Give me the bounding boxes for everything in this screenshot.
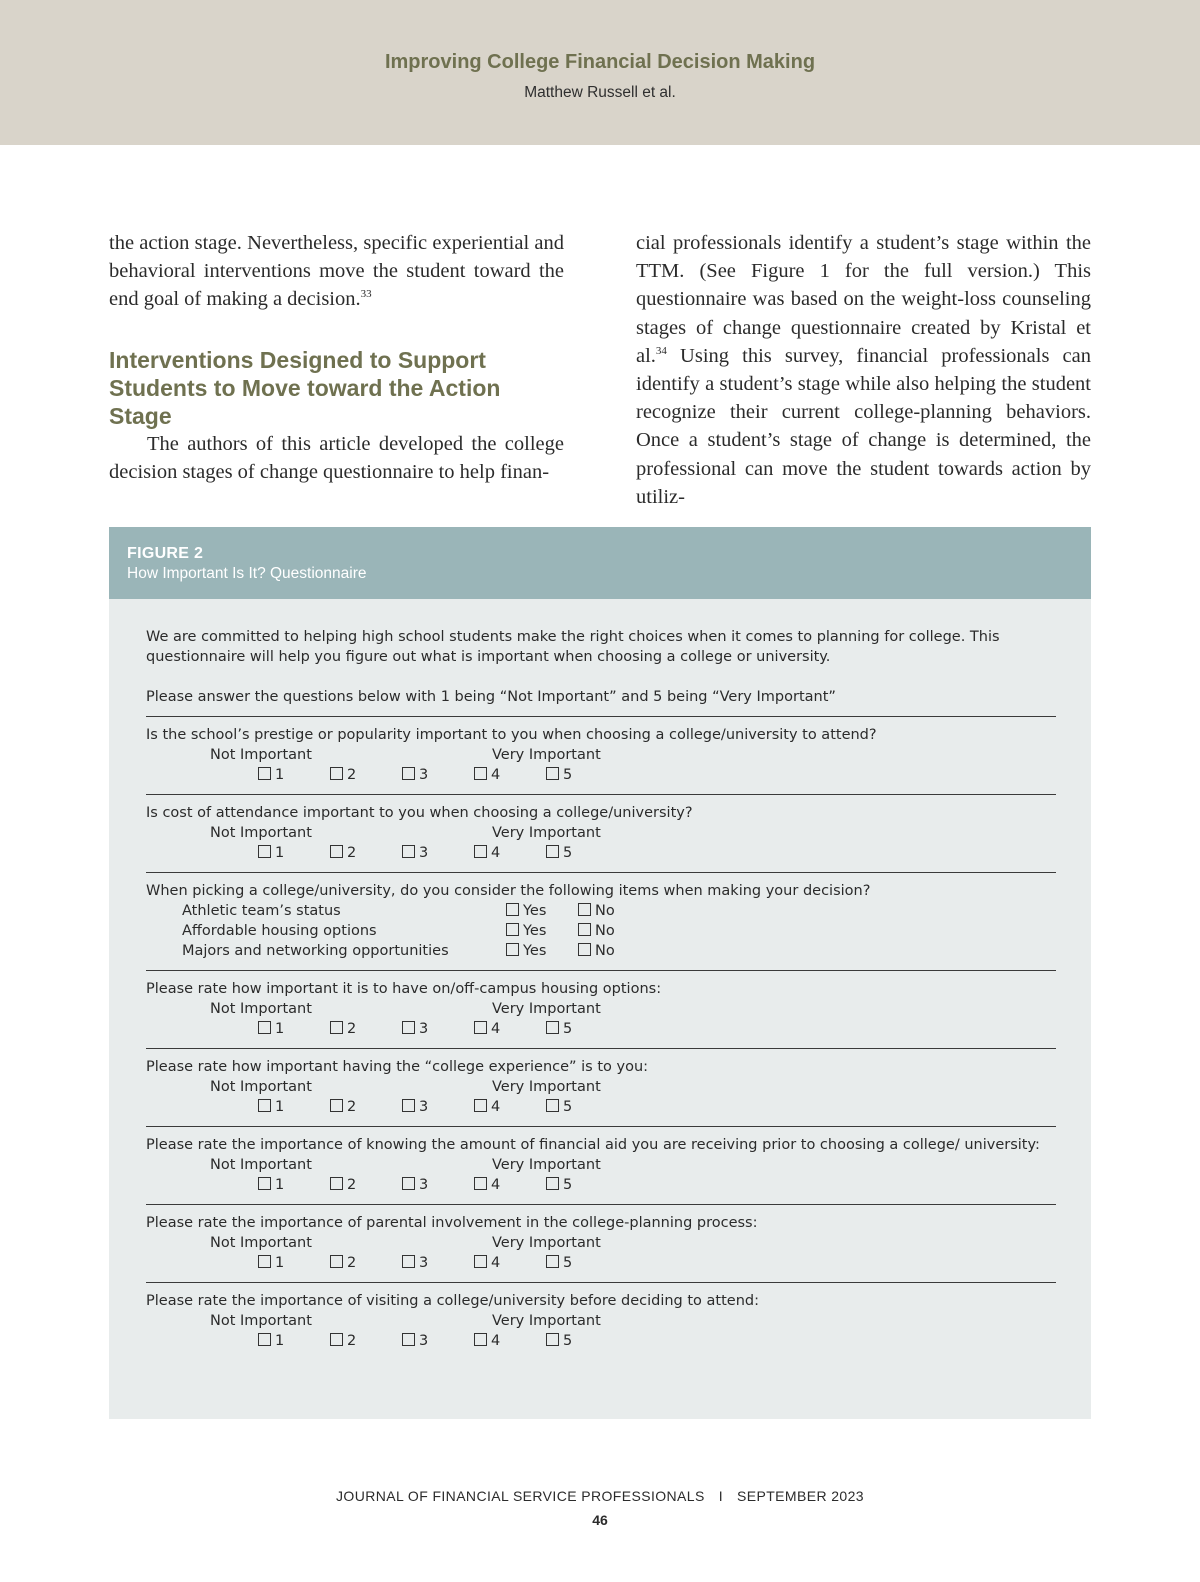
question-text: Please rate how important it is to have on/off-campus housing options: <box>146 981 662 997</box>
option-label: 5 <box>563 1333 573 1349</box>
very-important-label: Very Important <box>492 1235 601 1251</box>
not-important-label: Not Important <box>210 1079 312 1095</box>
checkbox-icon[interactable] <box>258 1177 271 1190</box>
checkbox-icon[interactable] <box>330 1333 343 1346</box>
no-label: No <box>595 903 615 919</box>
rating-option-2[interactable] <box>330 1331 356 1351</box>
rating-option-1[interactable] <box>258 765 284 785</box>
question-text: Please rate the importance of visiting a college/university before deciding to attend: <box>146 1293 759 1309</box>
checkbox-icon[interactable] <box>474 1333 487 1346</box>
option-label: 4 <box>491 845 501 861</box>
option-label: 3 <box>419 1333 429 1349</box>
rating-option-4[interactable] <box>474 1097 500 1117</box>
rating-options <box>146 765 1056 785</box>
checkbox-icon[interactable] <box>258 1333 271 1346</box>
option-label: 2 <box>347 845 357 861</box>
checkbox-icon[interactable] <box>330 767 343 780</box>
checkbox-icon[interactable] <box>330 1099 343 1112</box>
yes-no-row <box>146 941 1056 961</box>
question-text: When picking a college/university, do you consider the following items when making your decision? <box>146 883 871 899</box>
questionnaire-instructions: Please answer the questions below with 1 being “Not Important” and 5 being “Very Important” <box>146 689 836 705</box>
rating-option-2[interactable] <box>330 843 356 863</box>
yes-label: Yes <box>523 903 547 919</box>
no-option[interactable] <box>578 921 615 941</box>
rating-option-1[interactable] <box>258 1175 284 1195</box>
option-label: 1 <box>275 1099 285 1115</box>
checkbox-icon[interactable] <box>258 1255 271 1268</box>
journal-name: JOURNAL OF FINANCIAL SERVICE PROFESSIONALS <box>336 1488 705 1504</box>
rating-option-1[interactable] <box>258 1019 284 1039</box>
figure-caption: How Important Is It? Questionnaire <box>127 565 367 582</box>
option-label: 4 <box>491 1177 501 1193</box>
rating-option-3[interactable] <box>402 1097 428 1117</box>
rating-option-4[interactable] <box>474 1253 500 1273</box>
option-label: 1 <box>275 845 285 861</box>
checkbox-icon[interactable] <box>402 1177 415 1190</box>
figure-label: FIGURE 2 <box>127 545 204 562</box>
rating-option-3[interactable] <box>402 765 428 785</box>
footnote-ref: 34 <box>655 344 667 357</box>
body-paragraph: The authors of this article developed the college decision stages of change questionnaire to help finan- <box>109 433 564 484</box>
not-important-label: Not Important <box>210 1157 312 1173</box>
no-label: No <box>595 943 615 959</box>
question-text: Please rate the importance of knowing the amount of financial aid you are receiving prior to choosing a college/ university: <box>146 1137 1040 1153</box>
question-divider <box>146 1282 1056 1283</box>
yes-no-items <box>146 901 1056 961</box>
question-text: Is cost of attendance important to you when choosing a college/university? <box>146 805 693 821</box>
option-label: 3 <box>419 1255 429 1271</box>
checkbox-icon[interactable] <box>506 923 519 936</box>
checkbox-icon[interactable] <box>546 1177 559 1190</box>
rating-option-1[interactable] <box>258 843 284 863</box>
not-important-label: Not Important <box>210 1313 312 1329</box>
question-text: Please rate the importance of parental involvement in the college-planning process: <box>146 1215 758 1231</box>
checkbox-icon[interactable] <box>474 767 487 780</box>
yes-label: Yes <box>523 923 547 939</box>
rating-option-1[interactable] <box>258 1253 284 1273</box>
option-label: 4 <box>491 1255 501 1271</box>
rating-option-2[interactable] <box>330 1097 356 1117</box>
option-label: 1 <box>275 1177 285 1193</box>
question-6 <box>146 1135 1056 1195</box>
option-label: 5 <box>563 1177 573 1193</box>
question-divider <box>146 716 1056 717</box>
question-3 <box>146 881 1056 961</box>
item-label: Athletic team’s status <box>182 903 341 919</box>
rating-options <box>146 1331 1056 1351</box>
page-footer <box>0 1488 1200 1504</box>
questionnaire-intro: We are committed to helping high school students make the right choices when it comes to planning for college. This questionnaire will help you figure out what is important when choosing a college or university. <box>146 629 1000 665</box>
option-label: 5 <box>563 1021 573 1037</box>
yes-option[interactable] <box>506 901 546 921</box>
checkbox-icon[interactable] <box>546 767 559 780</box>
option-label: 2 <box>347 1099 357 1115</box>
scale-labels <box>146 1077 1056 1097</box>
article-title: Improving College Financial Decision Making <box>384 51 816 73</box>
checkbox-icon[interactable] <box>546 1021 559 1034</box>
rating-option-2[interactable] <box>330 1175 356 1195</box>
checkbox-icon[interactable] <box>402 1099 415 1112</box>
checkbox-icon[interactable] <box>330 845 343 858</box>
rating-options <box>146 843 1056 863</box>
scale-labels <box>146 1311 1056 1331</box>
option-label: 5 <box>563 767 573 783</box>
option-label: 5 <box>563 845 573 861</box>
very-important-label: Very Important <box>492 1001 601 1017</box>
rating-option-3[interactable] <box>402 1175 428 1195</box>
rating-option-3[interactable] <box>402 1253 428 1273</box>
rating-options <box>146 1175 1056 1195</box>
page-number: 46 <box>592 1512 608 1528</box>
checkbox-icon[interactable] <box>474 1021 487 1034</box>
question-text: Please rate how important having the “college experience” is to you: <box>146 1059 649 1075</box>
rating-option-2[interactable] <box>330 1019 356 1039</box>
option-label: 2 <box>347 1333 357 1349</box>
question-divider <box>146 1204 1056 1205</box>
checkbox-icon[interactable] <box>258 1021 271 1034</box>
left-text-column <box>109 229 564 487</box>
footer-separator: I <box>718 1488 723 1504</box>
checkbox-icon[interactable] <box>506 943 519 956</box>
very-important-label: Very Important <box>492 1157 601 1173</box>
rating-option-1[interactable] <box>258 1331 284 1351</box>
question-7 <box>146 1213 1056 1273</box>
checkbox-icon[interactable] <box>258 767 271 780</box>
question-divider <box>146 1126 1056 1127</box>
checkbox-icon[interactable] <box>546 845 559 858</box>
not-important-label: Not Important <box>210 747 312 763</box>
issue-date: SEPTEMBER 2023 <box>737 1488 864 1504</box>
rating-option-4[interactable] <box>474 765 500 785</box>
rating-option-4[interactable] <box>474 1175 500 1195</box>
option-label: 1 <box>275 1255 285 1271</box>
no-label: No <box>595 923 615 939</box>
not-important-label: Not Important <box>210 1235 312 1251</box>
checkbox-icon[interactable] <box>506 903 519 916</box>
checkbox-icon[interactable] <box>330 1255 343 1268</box>
option-label: 4 <box>491 1099 501 1115</box>
yes-no-row <box>146 901 1056 921</box>
rating-option-3[interactable] <box>402 1331 428 1351</box>
option-label: 3 <box>419 1099 429 1115</box>
rating-options <box>146 1097 1056 1117</box>
body-paragraph: the action stage. Nevertheless, specific experiential and behavioral interventions move the student toward the end goal of making a decision.$^{33}$ <box>109 232 564 311</box>
checkbox-icon[interactable] <box>474 845 487 858</box>
rating-option-5[interactable] <box>546 1019 572 1039</box>
figure-header <box>109 527 1091 599</box>
question-text: Is the school’s prestige or popularity important to you when choosing a college/university to attend? <box>146 727 877 743</box>
yes-option[interactable] <box>506 921 546 941</box>
questionnaire <box>146 627 1056 1351</box>
question-divider <box>146 872 1056 873</box>
checkbox-icon[interactable] <box>258 1099 271 1112</box>
checkbox-icon[interactable] <box>402 1021 415 1034</box>
rating-option-5[interactable] <box>546 1253 572 1273</box>
not-important-label: Not Important <box>210 1001 312 1017</box>
rating-options <box>146 1253 1056 1273</box>
rating-option-4[interactable] <box>474 1331 500 1351</box>
option-label: 5 <box>563 1255 573 1271</box>
section-heading: Interventions Designed to Support Students to Move toward the Action Stage <box>109 346 501 430</box>
rating-option-5[interactable] <box>546 1331 572 1351</box>
option-label: 4 <box>491 1021 501 1037</box>
question-1 <box>146 725 1056 785</box>
question-2 <box>146 803 1056 863</box>
checkbox-icon[interactable] <box>474 1255 487 1268</box>
checkbox-icon[interactable] <box>258 845 271 858</box>
very-important-label: Very Important <box>492 1079 601 1095</box>
very-important-label: Very Important <box>492 825 601 841</box>
scale-labels <box>146 999 1056 1019</box>
checkbox-icon[interactable] <box>578 943 591 956</box>
checkbox-icon[interactable] <box>546 1255 559 1268</box>
option-label: 5 <box>563 1099 573 1115</box>
checkbox-icon[interactable] <box>330 1177 343 1190</box>
checkbox-icon[interactable] <box>578 903 591 916</box>
not-important-label: Not Important <box>210 825 312 841</box>
scale-labels <box>146 1155 1056 1175</box>
option-label: 3 <box>419 1177 429 1193</box>
yes-label: Yes <box>523 943 547 959</box>
scale-labels <box>146 823 1056 843</box>
rating-options <box>146 1019 1056 1039</box>
rating-option-5[interactable] <box>546 1097 572 1117</box>
question-8 <box>146 1291 1056 1351</box>
rating-option-3[interactable] <box>402 1019 428 1039</box>
rating-option-5[interactable] <box>546 1175 572 1195</box>
no-option[interactable] <box>578 941 615 961</box>
question-divider <box>146 1048 1056 1049</box>
rating-option-4[interactable] <box>474 1019 500 1039</box>
very-important-label: Very Important <box>492 747 601 763</box>
checkbox-icon[interactable] <box>330 1021 343 1034</box>
figure-2 <box>109 527 1091 1419</box>
checkbox-icon[interactable] <box>578 923 591 936</box>
checkbox-icon[interactable] <box>474 1177 487 1190</box>
right-text-column <box>636 229 1091 511</box>
article-authors: Matthew Russell et al. <box>524 84 676 101</box>
rating-option-4[interactable] <box>474 843 500 863</box>
option-label: 4 <box>491 767 501 783</box>
option-label: 2 <box>347 767 357 783</box>
yes-no-row <box>146 921 1056 941</box>
rating-option-5[interactable] <box>546 765 572 785</box>
checkbox-icon[interactable] <box>546 1333 559 1346</box>
very-important-label: Very Important <box>492 1313 601 1329</box>
yes-option[interactable] <box>506 941 546 961</box>
option-label: 2 <box>347 1177 357 1193</box>
rating-option-3[interactable] <box>402 843 428 863</box>
rating-option-5[interactable] <box>546 843 572 863</box>
body-paragraph: cial professionals identify a student’s stage within the TTM. (See Figure 1 for the full version.) This questionnaire was based on the weight-loss counseling stages of change questionnaire created by Kristal et al.$^{34}$ Using this survey, financial professionals can identify a student’s stage while also helping the student recognize their current college-planning behaviors. Once a student’s stage of change is determined, the professional can move the student towards action by utiliz- <box>636 232 1091 508</box>
checkbox-icon[interactable] <box>402 1333 415 1346</box>
checkbox-icon[interactable] <box>402 767 415 780</box>
question-divider <box>146 794 1056 795</box>
option-label: 2 <box>347 1021 357 1037</box>
option-label: 1 <box>275 767 285 783</box>
checkbox-icon[interactable] <box>402 1255 415 1268</box>
scale-labels <box>146 745 1056 765</box>
rating-option-1[interactable] <box>258 1097 284 1117</box>
scale-labels <box>146 1233 1056 1253</box>
option-label: 3 <box>419 1021 429 1037</box>
question-4 <box>146 979 1056 1039</box>
question-divider <box>146 970 1056 971</box>
checkbox-icon[interactable] <box>546 1099 559 1112</box>
checkbox-icon[interactable] <box>402 845 415 858</box>
question-5 <box>146 1057 1056 1117</box>
option-label: 3 <box>419 845 429 861</box>
rating-option-2[interactable] <box>330 1253 356 1273</box>
option-label: 3 <box>419 767 429 783</box>
option-label: 1 <box>275 1021 285 1037</box>
checkbox-icon[interactable] <box>474 1099 487 1112</box>
rating-option-2[interactable] <box>330 765 356 785</box>
running-header <box>0 0 1200 145</box>
footnote-ref: 33 <box>360 288 372 301</box>
option-label: 4 <box>491 1333 501 1349</box>
no-option[interactable] <box>578 901 615 921</box>
option-label: 1 <box>275 1333 285 1349</box>
item-label: Majors and networking opportunities <box>182 943 449 959</box>
option-label: 2 <box>347 1255 357 1271</box>
question-list <box>146 716 1056 1351</box>
item-label: Affordable housing options <box>182 923 377 939</box>
